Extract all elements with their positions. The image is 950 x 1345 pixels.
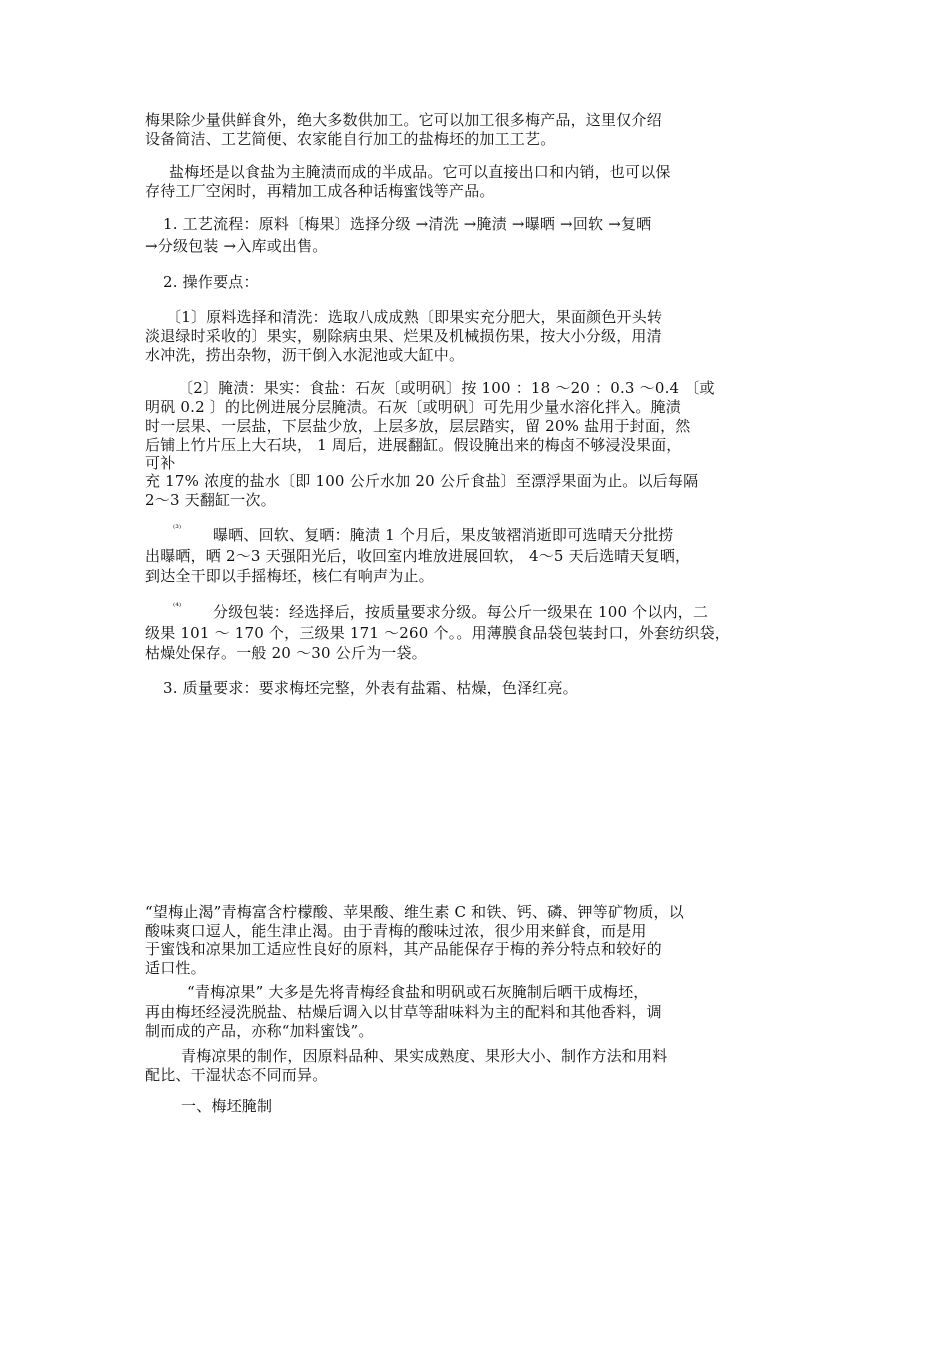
item-marker: ⁽³⁾ <box>173 524 182 534</box>
paragraph-line: 后铺上竹片压上大石块， 1 周后，进展翻缸。假设腌出来的梅卤不够浸没果面， <box>145 436 682 454</box>
paragraph-line: 再由梅坯经浸洗脱盐、枯燥后调入以甘草等甜味料为主的配料和其他香料，调 <box>145 1003 662 1021</box>
paragraph-line: 可补 <box>145 454 176 472</box>
paragraph-line: 配比、干湿状态不同而异。 <box>145 1066 328 1084</box>
paragraph-line: 〔2〕腌渍：果实：食盐：石灰〔或明矾〕按 100 ：18 ～20 ：0.3 ～0.4 〔或 <box>178 379 715 397</box>
paragraph-line: 于蜜饯和凉果加工适应性良好的原料，其产品能保存于梅的养分特点和较好的 <box>145 940 662 958</box>
paragraph-line: 制而成的产品，亦称“加料蜜饯”。 <box>145 1022 374 1040</box>
section-heading: 一、梅坯腌制 <box>181 1097 273 1115</box>
paragraph-line: 酸味爽口逗人，能生津止渴。由于青梅的酸味过浓，很少用来鲜食，而是用 <box>145 922 647 940</box>
paragraph-line: 存待工厂空闲时，再精加工成各种话梅蜜饯等产品。 <box>145 182 495 200</box>
paragraph-line: 淡退绿时采收的〕果实，剔除病虫果、烂果及机械损伤果，按大小分级，用清 <box>145 327 662 345</box>
paragraph-line: 曝晒、回软、复晒：腌渍 1 个月后，果皮皱褶消逝即可选晴天分批捞 <box>213 526 674 544</box>
paragraph-line: 水冲洗，捞出杂物，沥干倒入水泥池或大缸中。 <box>145 346 465 364</box>
item-marker: ⁽⁴⁾ <box>173 602 182 612</box>
paragraph-line: 到达全干即以手摇梅坯，核仁有响声为止。 <box>145 567 434 585</box>
paragraph-line: “青梅凉果” 大多是先将青梅经食盐和明矾或石灰腌制后晒干成梅坯， <box>187 983 649 1001</box>
process-flow-line: →分级包装 →入库或出售。 <box>145 237 328 255</box>
paragraph-line: 盐梅坯是以食盐为主腌渍而成的半成品。它可以直接出口和内销，也可以保 <box>169 163 671 181</box>
paragraph-line: 2～3 天翻缸一次。 <box>145 491 276 509</box>
paragraph-line: 设备简洁、工艺简便、农家能自行加工的盐梅坯的加工工艺。 <box>145 130 556 148</box>
paragraph-line: 梅果除少量供鲜食外，绝大多数供加工。它可以加工很多梅产品，这里仅介绍 <box>145 111 662 129</box>
process-flow-line: 1. 工艺流程：原料〔梅果〕选择分级 →清洗 →腌渍 →曝晒 →回软 →复晒 <box>163 215 652 233</box>
paragraph-line: 级果 101 ～ 170 个，三级果 171 ～260 个。。用薄膜食品袋包装封口，外套纺织袋， <box>145 624 731 642</box>
paragraph-line: 分级包装：经选择后，按质量要求分级。每公斤一级果在 100 个以内，二 <box>213 603 709 621</box>
section-heading: 2. 操作要点： <box>163 273 259 291</box>
paragraph-line: 适口性。 <box>145 959 206 977</box>
section-heading: 3. 质量要求：要求梅坯完整，外表有盐霜、枯燥，色泽红亮。 <box>163 679 578 697</box>
paragraph-line: 出曝晒，晒 2～3 天强阳光后，收回室内堆放进展回软， 4～5 天后选晴天复晒， <box>145 547 691 565</box>
paragraph-line: 〔1〕原料选择和清洗：选取八成成熟〔即果实充分肥大，果面颜色开头转 <box>166 308 663 326</box>
paragraph-line: “望梅止渴”青梅富含柠檬酸、苹果酸、维生素 C 和铁、钙、磷、钾等矿物质，以 <box>145 903 684 921</box>
paragraph-line: 青梅凉果的制作，因原料品种、果实成熟度、果形大小、制作方法和用料 <box>181 1047 668 1065</box>
paragraph-line: 时一层果、一层盐，下层盐少放，上层多放，层层踏实，留 20% 盐用于封面，然 <box>145 417 691 435</box>
paragraph-line: 明矾 0.2 〕的比例进展分层腌渍。石灰〔或明矾〕可先用少量水溶化拌入。腌渍 <box>145 398 681 416</box>
paragraph-line: 充 17% 浓度的盐水〔即 100 公斤水加 20 公斤食盐〕至漂浮果面为止。以后每隔 <box>145 472 699 490</box>
paragraph-line: 枯燥处保存。一般 20 ～30 公斤为一袋。 <box>145 644 427 662</box>
